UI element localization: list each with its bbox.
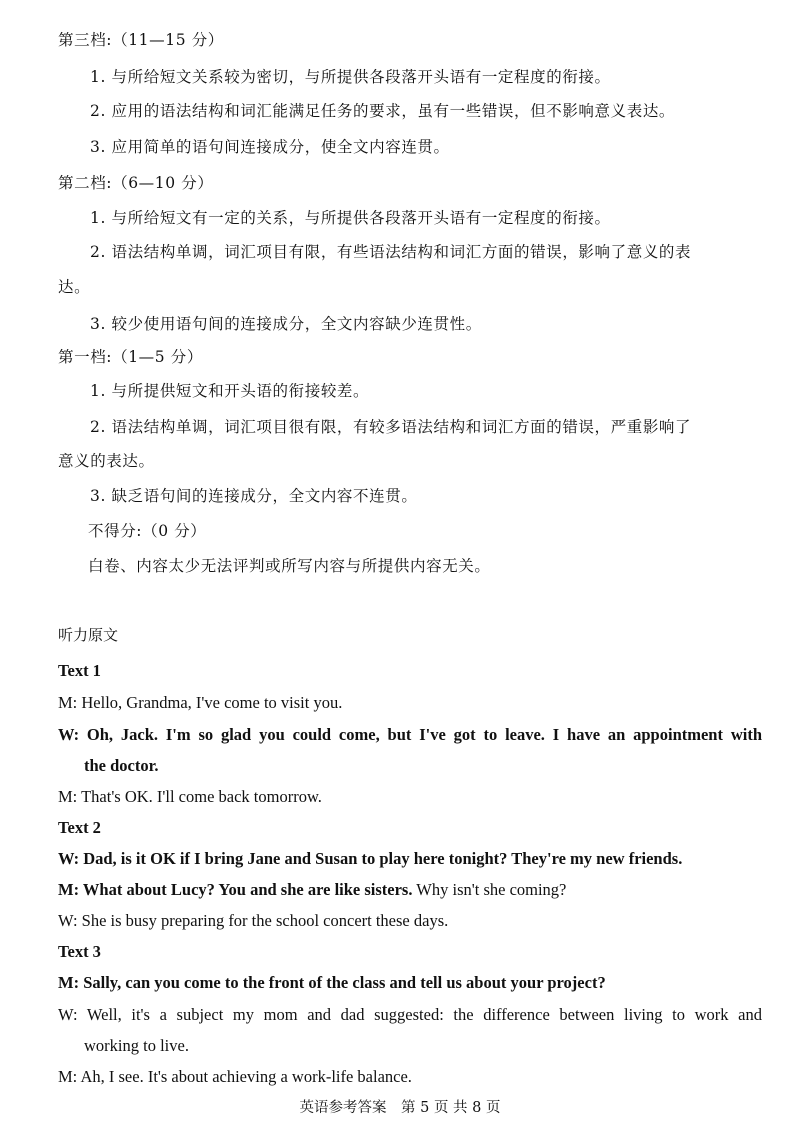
text1-title: Text 1 (58, 661, 101, 680)
text3-line-3: M: Ah, I see. It's about achieving a work-life balance. (58, 1067, 412, 1086)
level1-item-3: 3. 缺乏语句间的连接成分，全文内容不连贯。 (90, 487, 418, 505)
level1-item-1: 1. 与所提供短文和开头语的衔接较差。 (90, 382, 370, 400)
text3-line-2a: W: Well, it's a subject my mom and dad suggested: the difference between living to work and (58, 1005, 762, 1024)
level3-item-1: 1. 与所给短文关系较为密切，与所提供各段落开头语有一定程度的衔接。 (90, 68, 611, 86)
text3-title: Text 3 (58, 942, 101, 961)
text2-line-2-rest: Why isn't she coming? (412, 880, 567, 899)
text1-line-3: M: That's OK. I'll come back tomorrow. (58, 787, 322, 806)
text3-line-1: M: Sally, can you come to the front of the class and tell us about your project? (58, 973, 606, 992)
level2-item-1: 1. 与所给短文有一定的关系，与所提供各段落开头语有一定程度的衔接。 (90, 209, 611, 227)
text3-line-2b: working to live. (84, 1036, 189, 1055)
text2-line-2-bold: M: What about Lucy? You and she are like sisters. (58, 880, 413, 899)
page-footer: 英语参考答案 第 5 页 共 8 页 (299, 1100, 501, 1116)
zero-score-title: 不得分:（0 分） (88, 522, 207, 540)
level3-item-3: 3. 应用简单的语句间连接成分，使全文内容连贯。 (90, 138, 450, 156)
level1-title: 第一档:（1—5 分） (58, 348, 203, 366)
level2-item-3: 3. 较少使用语句间的连接成分，全文内容缺少连贯性。 (90, 315, 482, 333)
level3-title: 第三档:（11—15 分） (58, 31, 224, 49)
text1-line-2b: the doctor. (84, 756, 159, 775)
text2-line-3: W: She is busy preparing for the school concert these days. (58, 911, 449, 930)
text2-title: Text 2 (58, 818, 101, 837)
text2-line-2 (58, 879, 762, 901)
level1-item-2-line1: 2. 语法结构单调，词汇项目很有限，有较多语法结构和词汇方面的错误，严重影响了 (90, 418, 692, 436)
level2-item-2-line2: 达。 (58, 278, 91, 296)
text2-line-1: W: Dad, is it OK if I bring Jane and Susan to play here tonight? They're my new friends. (58, 849, 683, 868)
level2-title: 第二档:（6—10 分） (58, 174, 214, 192)
level2-item-2-line1: 2. 语法结构单调，词汇项目有限，有些语法结构和词汇方面的错误，影响了意义的表 (90, 243, 692, 261)
level1-item-2-line2: 意义的表达。 (58, 452, 155, 470)
level3-item-2: 2. 应用的语法结构和词汇能满足任务的要求，虽有一些错误，但不影响意义表达。 (90, 102, 676, 120)
text1-line-1: M: Hello, Grandma, I've come to visit you. (58, 693, 343, 712)
listening-heading: 听力原文 (58, 626, 119, 644)
zero-score-text: 白卷、内容太少无法评判或所写内容与所提供内容无关。 (88, 557, 491, 575)
text1-line-2a: W: Oh, Jack. I'm so glad you could come, but I've got to leave. I have an appointment with (58, 725, 762, 744)
